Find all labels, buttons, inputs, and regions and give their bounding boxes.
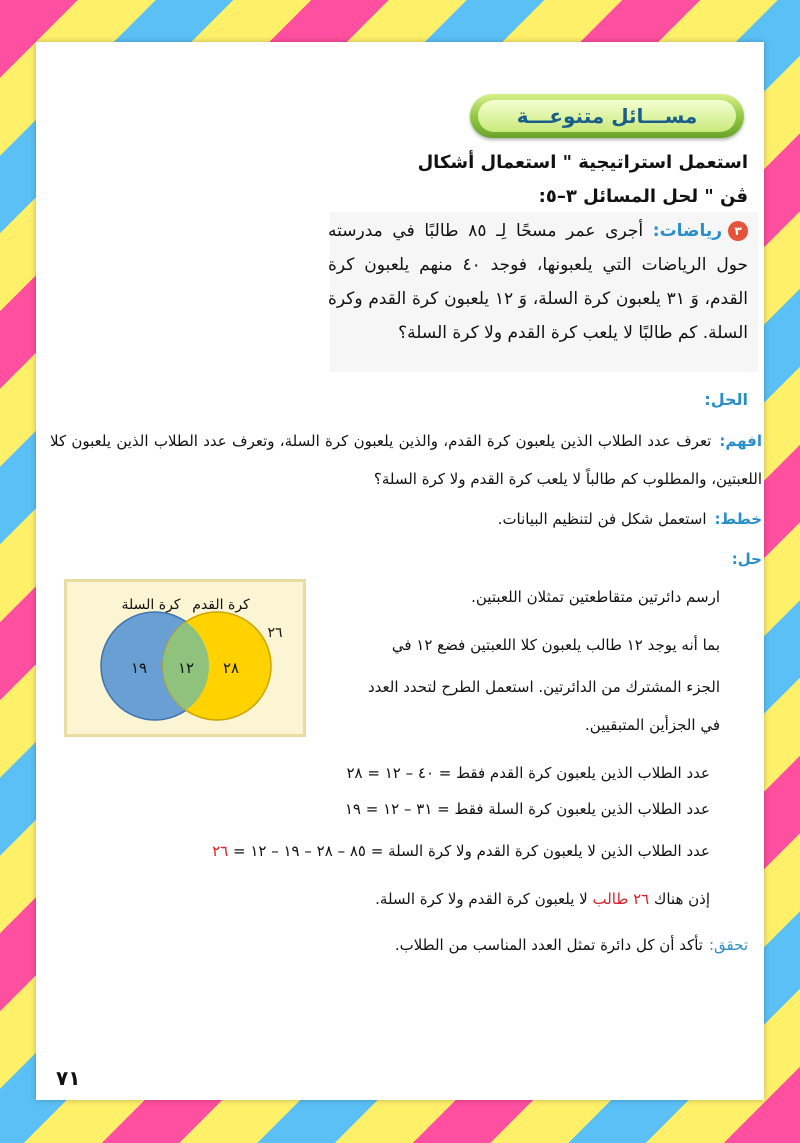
basketball-label: كرة السلة [121, 597, 181, 613]
understand-label: افهم: [719, 432, 762, 450]
solve-paragraph-2-line-3: في الجزأين المتبقيين. [585, 716, 720, 734]
problem-text: أجرى عمر مسحًا لِـ ٨٥ طالبًا في مدرسته حول الرياضات التي يلعبونها، فوجد ٤٠ منهم يلعبون كرة القدم، وَ ٣١ يلعبون كرة السلة، وَ ١٢ يلعبون كرة القدم وكرة السلة. كم طالبًا لا يلعب كرة القدم ولا كرة السلة؟ [328, 221, 748, 343]
solve-paragraph-1: ارسم دائرتين متقاطعتين تمثلان اللعبتين. [471, 588, 720, 606]
equation-3-main: عدد الطلاب الذين لا يلعبون كرة القدم ولا كرة السلة = ٨٥ – ٢٨ – ١٩ – ١٢ = [228, 842, 710, 860]
check-text: تأكد أن كل دائرة تمثل العدد المناسب من الطلاب. [394, 936, 703, 954]
problem-topic: رياضات: [652, 221, 723, 241]
venn-diagram [64, 579, 306, 737]
football-label: كرة القدم [192, 597, 250, 613]
solve-paragraph-2-line-1: بما أنه يوجد ١٢ طالب يلعبون كلا اللعبتين فضع ١٢ في [391, 636, 720, 654]
check-label: تحقق: [708, 936, 748, 954]
plan-text: استعمل شكل فن لتنظيم البيانات. [497, 510, 707, 528]
solve-label: حل: [731, 550, 762, 568]
understand-step [50, 422, 762, 498]
plan-label: خطط: [714, 510, 762, 528]
intro-text: استعمل استراتيجية " استعمال أشكال ڤن " لحل المسائل ٣–٥: [417, 152, 748, 207]
equation-2: عدد الطلاب الذين يلعبون كرة السلة فقط = ٣١ – ١٢ = ١٩ [344, 800, 710, 818]
solve-paragraph-2-line-2: الجزء المشترك من الدائرتين. استعمل الطرح لتحدد العدد [367, 678, 720, 696]
solve-step [724, 540, 762, 578]
plan-step [498, 500, 762, 538]
page-number: ٧١ [56, 1066, 81, 1090]
equation-3 [212, 842, 710, 860]
conclusion-suffix: لا يلعبون كرة القدم ولا كرة السلة. [375, 890, 588, 908]
basketball-only-count: ١٩ [130, 659, 148, 677]
equation-3-result: ٢٦ [212, 842, 229, 860]
problem-block [328, 214, 748, 350]
problem-number: ٣ [728, 221, 748, 241]
equation-1: عدد الطلاب الذين يلعبون كرة القدم فقط = ٤٠ – ١٢ = ٢٨ [346, 764, 710, 782]
venn-svg [67, 582, 303, 734]
conclusion-highlight: ٢٦ طالب [592, 890, 650, 908]
check-step [395, 936, 748, 954]
solution-label: الحل: [704, 390, 748, 409]
football-only-count: ٢٨ [222, 659, 240, 677]
section-banner [470, 94, 744, 138]
section-title: مســـائل متنوعـــة [478, 100, 736, 132]
conclusion [375, 890, 710, 908]
both-count: ١٢ [177, 659, 195, 677]
neither-count: ٢٦ [267, 625, 283, 641]
understand-text: تعرف عدد الطلاب الذين يلعبون كرة القدم، والذين يلعبون كرة السلة، وتعرف عدد الطلاب الذين يلعبون كلا اللعبتين، والمطلوب كم طالباً لا يلعب كرة القدم ولا كرة السلة؟ [50, 432, 762, 488]
conclusion-prefix: إذن هناك [653, 890, 710, 908]
